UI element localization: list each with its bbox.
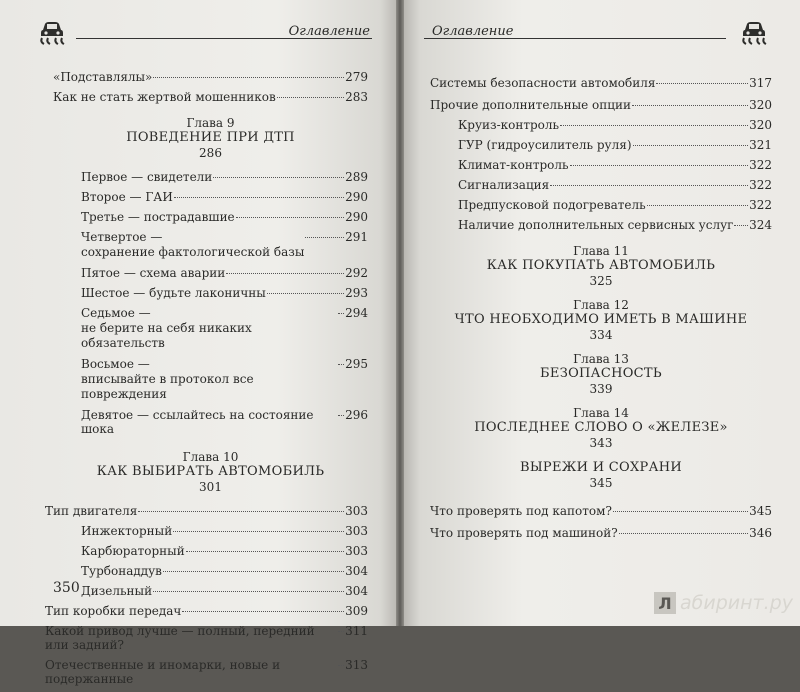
toc-entry[interactable]: [45, 504, 368, 518]
toc-subentry[interactable]: [81, 170, 368, 184]
toc-entry-label: Первое — свидетели: [81, 170, 213, 184]
toc-entry-label: Круиз-контроль: [458, 118, 560, 132]
chapter-heading[interactable]: [430, 352, 772, 396]
toc-entry-label: Климат-контроль: [458, 158, 569, 172]
toc-entry-label: Четвертое — сохранение фактологической базы: [81, 230, 305, 259]
chapter-title: ПОСЛЕДНЕЕ СЛОВО О «ЖЕЛЕЗЕ»: [474, 420, 728, 435]
toc-entry-page: 320: [749, 98, 772, 112]
toc-entry-label: Сигнализация: [458, 178, 550, 192]
toc-entry-label: Пятое — схема аварии: [81, 266, 226, 280]
chapter-heading[interactable]: [430, 298, 772, 342]
toc-entry-page: 303: [345, 544, 368, 558]
toc-subentry[interactable]: [81, 286, 368, 300]
page-number: 350: [53, 580, 80, 596]
toc-entry[interactable]: [45, 624, 368, 652]
labirint-logo-letter: Л: [654, 592, 676, 614]
toc-entry-page: 345: [749, 504, 772, 518]
toc-subentry[interactable]: [81, 266, 368, 280]
toc-entry-label: Предпусковой подогреватель: [458, 198, 646, 212]
toc-subentry[interactable]: [81, 584, 368, 598]
toc-entry-page: 291: [345, 230, 368, 244]
toc-entry-label: Что проверять под капотом?: [430, 504, 612, 518]
right-toc: [430, 76, 772, 546]
toc-entry-page: 303: [345, 524, 368, 538]
toc-entry[interactable]: [45, 604, 368, 618]
toc-subentry[interactable]: [81, 544, 368, 558]
chapter-title: ВЫРЕЖИ И СОХРАНИ: [519, 460, 683, 475]
toc-subentry[interactable]: [81, 306, 368, 351]
toc-entry-page: 290: [345, 190, 368, 204]
toc-entry-page: 322: [749, 158, 772, 172]
left-page-header: [36, 24, 372, 44]
toc-entry-page: 317: [749, 76, 772, 90]
toc-subentry[interactable]: [81, 524, 368, 538]
toc-entry-label: Что проверять под машиной?: [430, 526, 618, 540]
toc-entry-label: Наличие дополнительных сервисных услуг: [458, 218, 734, 232]
toc-entry-page: 294: [345, 306, 368, 320]
toc-entry-page: 313: [345, 658, 368, 672]
right-page-header: [424, 24, 768, 44]
toc-entry-label: Дизельный: [81, 584, 153, 598]
car-skid-icon: [36, 18, 66, 46]
chapter-page: 286: [199, 146, 222, 160]
toc-entry-label: Турбонаддув: [81, 564, 162, 578]
chapter-title: ЧТО НЕОБХОДИМО ИМЕТЬ В МАШИНЕ: [454, 312, 748, 327]
chapter-page: 301: [199, 480, 222, 494]
toc-subentry[interactable]: [458, 198, 772, 212]
toc-entry-label: Системы безопасности автомобиля: [430, 76, 656, 90]
toc-entry-label: Тип двигателя: [45, 504, 138, 518]
toc-entry-page: 290: [345, 210, 368, 224]
toc-subentry[interactable]: [458, 158, 772, 172]
toc-subentry[interactable]: [458, 178, 772, 192]
toc-entry-page: 296: [345, 408, 368, 422]
chapter-page: 325: [589, 274, 613, 288]
toc-subentry[interactable]: [81, 210, 368, 224]
chapter-page: 339: [589, 382, 613, 396]
chapter-number: Глава 10: [182, 450, 239, 464]
chapter-title: КАК ПОКУПАТЬ АВТОМОБИЛЬ: [486, 258, 716, 273]
toc-entry[interactable]: [430, 504, 772, 518]
chapter-number: Глава 14: [573, 406, 629, 420]
toc-entry-label: Второе — ГАИ: [81, 190, 173, 204]
toc-entry[interactable]: [430, 76, 772, 90]
chapter-heading[interactable]: [53, 116, 368, 160]
chapter-title: КАК ВЫБИРАТЬ АВТОМОБИЛЬ: [96, 464, 325, 479]
car-skid-icon: [738, 18, 768, 46]
toc-entry-page: 295: [345, 357, 368, 371]
toc-entry-label: Как не стать жертвой мошенников: [53, 90, 276, 104]
toc-subentry[interactable]: [458, 118, 772, 132]
toc-entry-label: Шестое — будьте лаконичны: [81, 286, 266, 300]
chapter-number: Глава 12: [573, 298, 629, 312]
toc-entry-page: 303: [345, 504, 368, 518]
toc-entry-label: «Подставлялы»: [53, 70, 153, 84]
book-gutter: [396, 0, 404, 626]
chapter-number: Глава 13: [573, 352, 629, 366]
toc-entry[interactable]: [430, 98, 772, 112]
chapter-title: ПОВЕДЕНИЕ ПРИ ДТП: [126, 130, 295, 145]
chapter-number: Глава 9: [186, 116, 235, 130]
toc-entry[interactable]: [45, 658, 368, 686]
toc-entry-label: ГУР (гидроусилитель руля): [458, 138, 632, 152]
toc-entry-label: Девятое — ссылайтесь на состояние шока: [81, 408, 314, 436]
chapter-page: 334: [589, 328, 613, 342]
toc-entry-page: 289: [345, 170, 368, 184]
toc-entry-page: 324: [749, 218, 772, 232]
left-toc: [45, 70, 368, 692]
toc-entry-page: 279: [345, 70, 368, 84]
running-head: Оглавление: [432, 24, 514, 39]
chapter-title: БЕЗОПАСНОСТЬ: [540, 366, 662, 381]
toc-entry-page: 322: [749, 198, 772, 212]
chapter-number: Глава 11: [573, 244, 629, 258]
toc-entry-page: 293: [345, 286, 368, 300]
toc-subentry[interactable]: [81, 564, 368, 578]
toc-entry-label: Седьмое — не берите на себя никаких обязательств: [81, 306, 252, 350]
chapter-heading[interactable]: [430, 406, 772, 450]
toc-entry-label: Тип коробки передач: [45, 604, 182, 618]
toc-entry-page: 283: [345, 90, 368, 104]
right-page: [404, 0, 800, 626]
toc-entry-page: 321: [749, 138, 772, 152]
toc-entry-label: Прочие дополнительные опции: [430, 98, 631, 112]
toc-subentry[interactable]: [81, 408, 368, 436]
toc-entry-page: 304: [345, 584, 368, 598]
chapter-heading[interactable]: [53, 450, 368, 494]
toc-entry-page: 311: [345, 624, 368, 638]
toc-subentry[interactable]: [458, 218, 772, 232]
toc-entry-label: Карбюраторный: [81, 544, 185, 558]
toc-entry-page: 292: [345, 266, 368, 280]
toc-entry-page: 346: [749, 526, 772, 540]
toc-entry-label: Отечественные и иномарки, новые и подержанные: [45, 658, 281, 686]
labirint-logo-text: абиринт.ру: [680, 592, 793, 614]
toc-subentry[interactable]: [81, 190, 368, 204]
running-head: Оглавление: [288, 24, 370, 39]
toc-entry-label: Какой привод лучше — полный, передний или задний?: [45, 624, 315, 652]
toc-entry-page: 320: [749, 118, 772, 132]
toc-subentry[interactable]: [81, 357, 368, 402]
toc-entry-page: 322: [749, 178, 772, 192]
chapter-page: 345: [589, 476, 613, 490]
chapter-heading[interactable]: [430, 244, 772, 288]
labirint-watermark: [654, 592, 793, 614]
chapter-heading[interactable]: [430, 460, 772, 490]
toc-entry-page: 309: [345, 604, 368, 618]
toc-entry-page: 304: [345, 564, 368, 578]
toc-subentry[interactable]: [81, 230, 368, 260]
toc-entry-label: Инжекторный: [81, 524, 173, 538]
chapter-page: 343: [589, 436, 613, 450]
toc-entry[interactable]: [53, 90, 368, 104]
toc-entry-label: Третье — пострадавшие: [81, 210, 235, 224]
toc-entry[interactable]: [430, 526, 772, 540]
toc-entry[interactable]: [53, 70, 368, 84]
toc-entry-label: Восьмое — вписывайте в протокол все повреждения: [81, 357, 254, 401]
left-page: [0, 0, 396, 686]
toc-subentry[interactable]: [458, 138, 772, 152]
